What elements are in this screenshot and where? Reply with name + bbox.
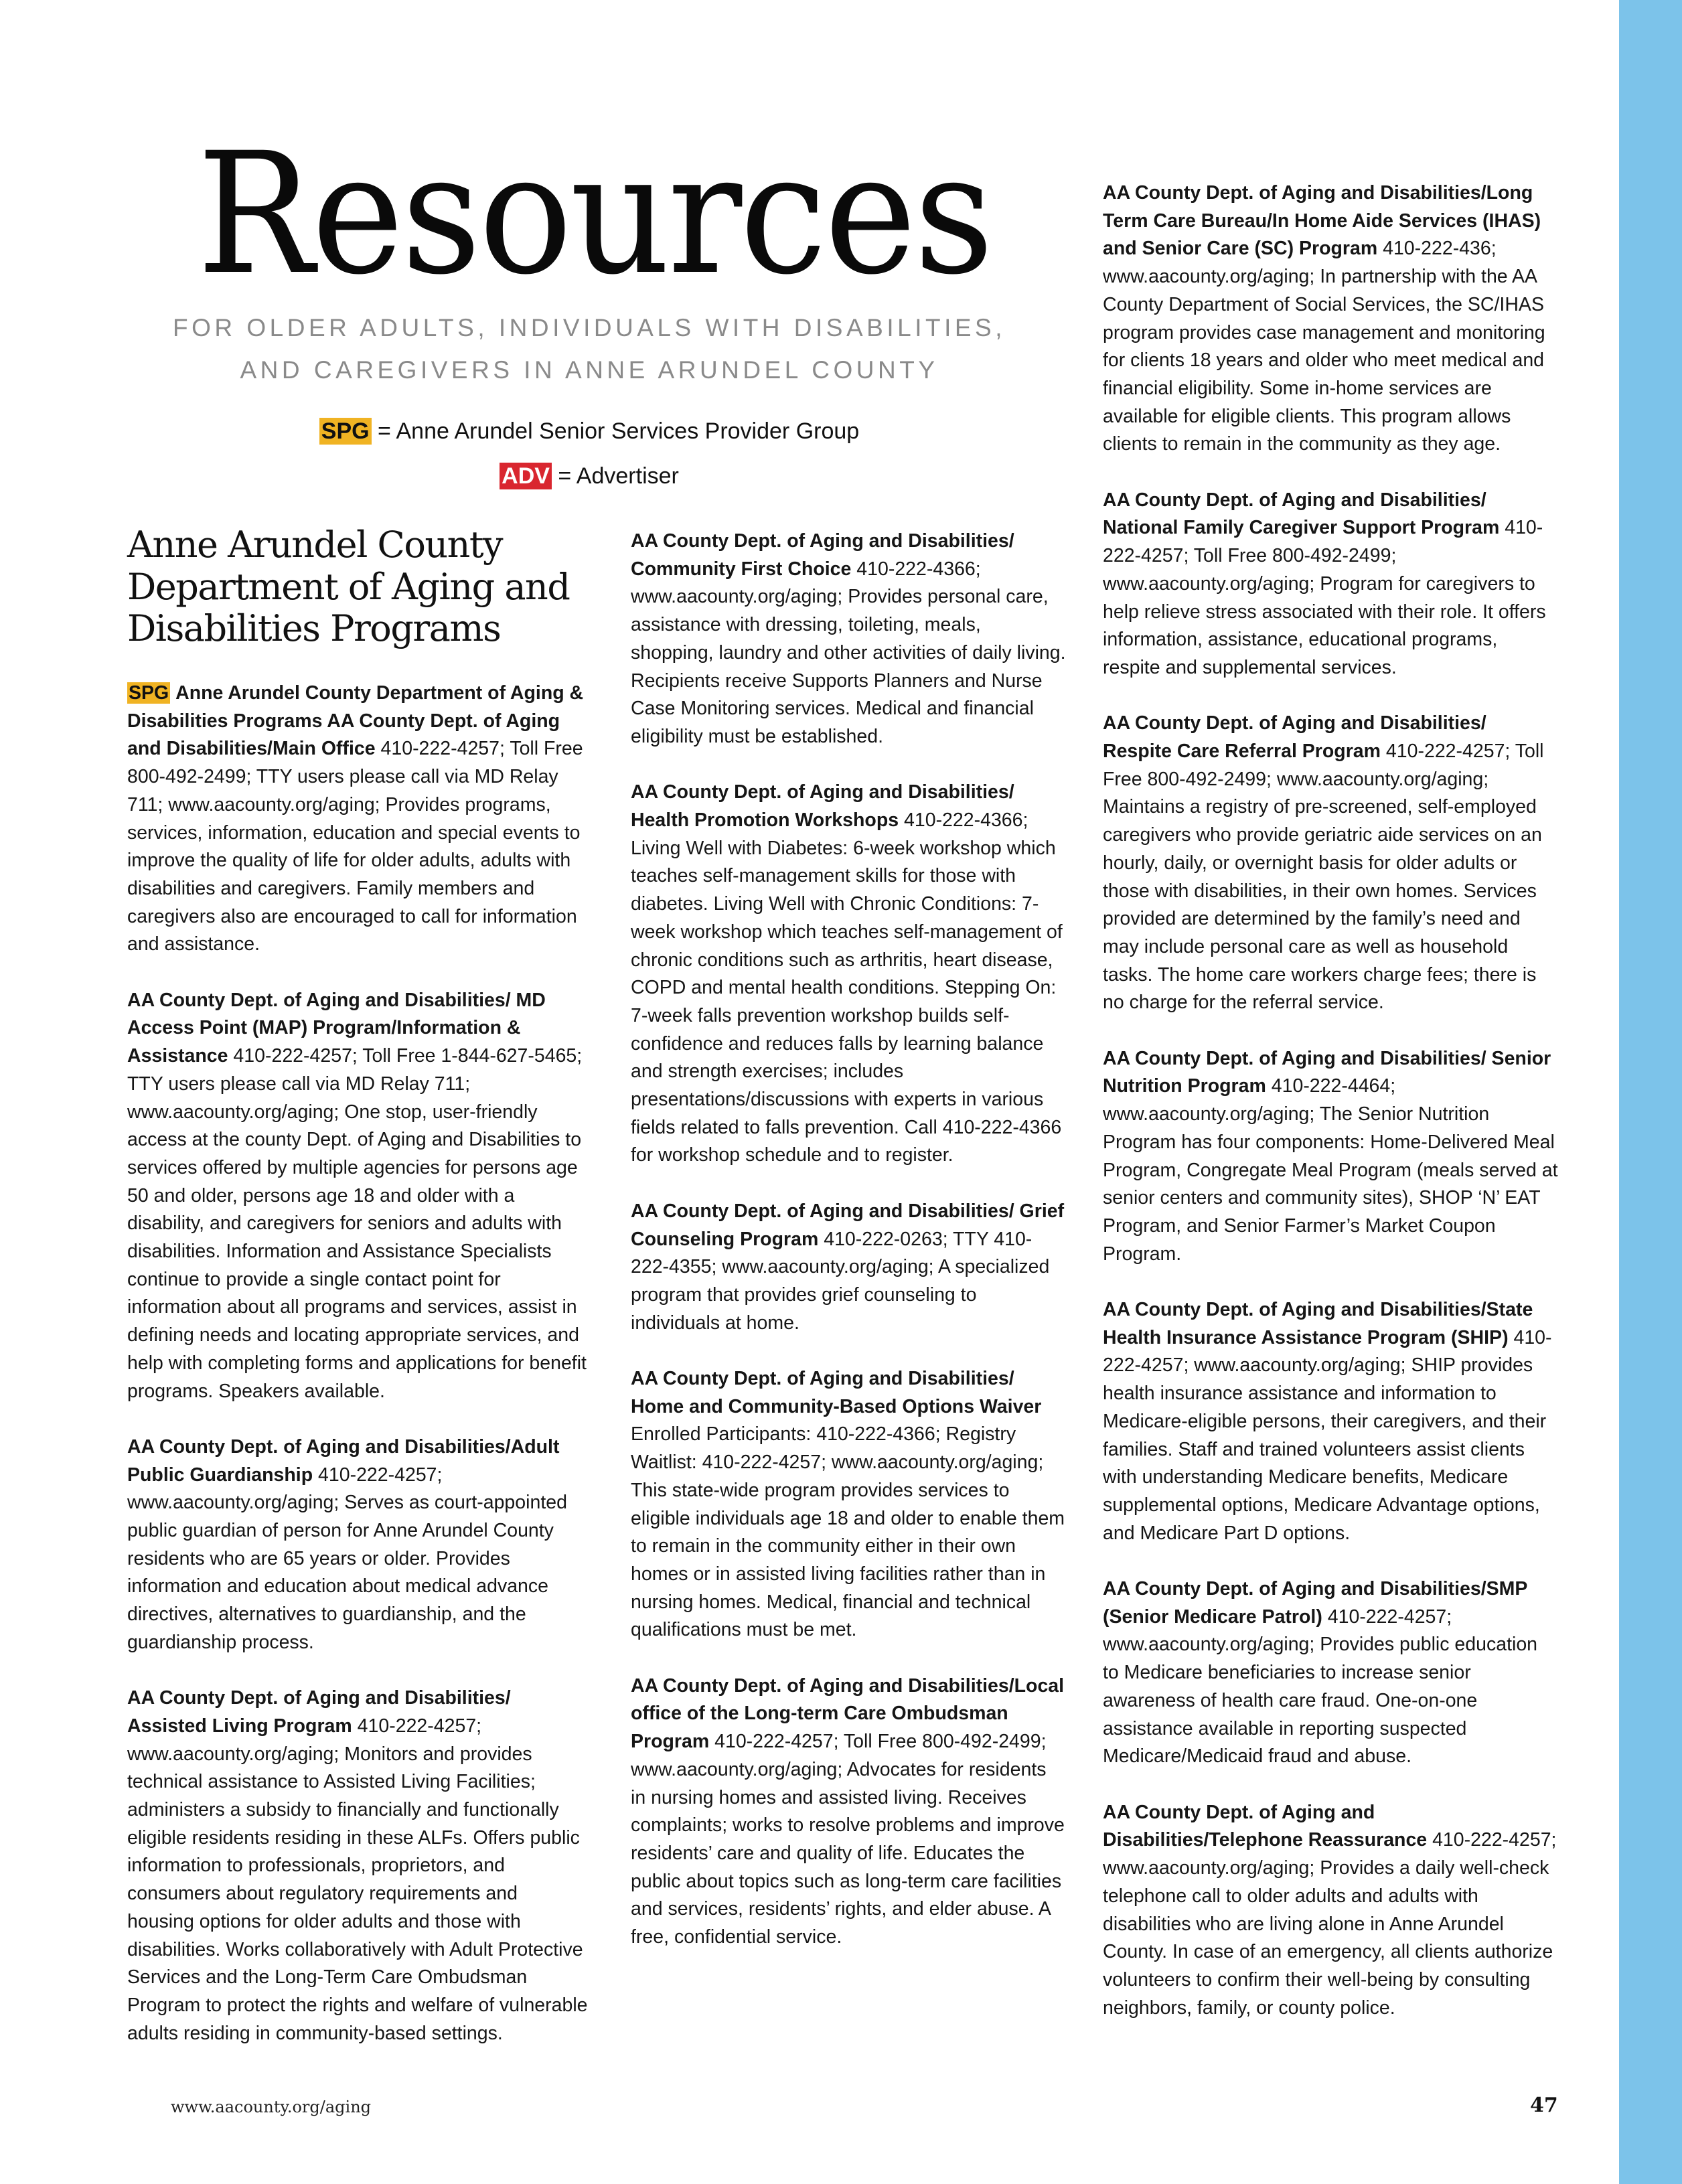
resource-details: Enrolled Participants: 410-222-4366; Registry Waitlist: 410-222-4257; www.aacounty.org/aging; This state-wide program provides services to eligible individuals age 18 and older to enable them to remain in the community either in their own homes or in assisted living facilities rather than in nursing homes. Medical, financial and technical qualifications must be met. — [631, 1423, 1065, 1641]
resource-entry — [631, 1198, 1066, 1338]
resource-details: 410-222-4257; Toll Free 1-844-627-5465; TTY users please call via MD Relay 711; www.aacounty.org/aging; One stop, user-friendly access at the county Dept. of Aging and Disabilities to services offered by multiple agencies for persons age 50 and older, persons age 18 and older with a disability, and caregivers for seniors and adults with disabilities. Information and Assistance Specialists continue to provide a single contact point for information about all programs and services, assist in defining needs and locating appropriate services, and help with completing forms and applications for benefit programs. Speakers available. — [127, 1045, 587, 1402]
legend-spg-text: = Anne Arundel Senior Services Provider Group — [371, 418, 860, 444]
resource-entry — [631, 1365, 1066, 1644]
resource-name: AA County Dept. of Aging and Disabilities/Local office of the Long-term Care Ombudsman Program — [631, 1674, 1065, 1753]
resource-details: 410-222-4257; www.aacounty.org/aging; Serves as court-appointed public guardian of person for Anne Arundel County residents who are 65 years or older. Provides information and education about medical advance directives, alternatives to guardianship, and the guardianship process. — [127, 1464, 567, 1653]
resource-name: AA County Dept. of Aging and Disabilities/Long Term Care Bureau/In Home Aide Services (IHAS) and Senior Care (SC) Program — [1103, 182, 1541, 260]
resource-name: AA County Dept. of Aging and Disabilities/ Respite Care Referral Program — [1103, 712, 1486, 763]
column-3 — [1103, 179, 1558, 2050]
footer-url: www.aacounty.org/aging — [171, 2098, 372, 2116]
resource-details: 410-222-4257; www.aacounty.org/aging; SHIP provides health insurance assistance and information to Medicare-eligible persons, their caregivers, and their families. Staff and trained volunteers assist clients with understanding Medicare benefits, Medicare supplemental options, Medicare Advantage options, and Medicare Part D options. — [1103, 1326, 1552, 1544]
resource-details: 410-222-4257; Toll Free 800-492-2499; www.aacounty.org/aging; Program for caregivers to help relieve stress associated with their role. It offers information, assistance, educational programs, respite and supplemental services. — [1103, 517, 1546, 678]
column-1 — [127, 680, 589, 2076]
spg-badge: SPG — [319, 418, 372, 445]
resource-name: AA County Dept. of Aging and Disabilities/ Assisted Living Program — [127, 1687, 511, 1737]
page-number: 47 — [1530, 2094, 1558, 2117]
resource-entry — [1103, 487, 1558, 682]
resource-name: AA County Dept. of Aging and Disabilities/ National Family Caregiver Support Program — [1103, 489, 1500, 539]
resource-entry — [631, 1672, 1066, 1952]
spg-badge: SPG — [129, 682, 169, 704]
resource-name: AA County Dept. of Aging and Disabilities/ Senior Nutrition Program — [1103, 1047, 1551, 1097]
resource-entry — [127, 680, 589, 959]
resource-name: AA County Dept. of Aging and Disabilities/ Community First Choice — [631, 530, 1014, 580]
resource-details: 410-222-0263; TTY 410-222-4355; www.aacounty.org/aging; A specialized program that provides grief counseling to individuals at home. — [631, 1228, 1050, 1334]
resource-details: 410-222-4257; www.aacounty.org/aging; Monitors and provides technical assistance to Assisted Living Facilities; administers a subsidy to financially and functionally eligible residents residing in these ALFs. Offers public information to professionals, proprietors, and consumers about regulatory requirements and housing options for older adults and those with disabilities. Works collaboratively with Adult Protective Services and the Long-Term Care Ombudsman Program to protect the rights and welfare of vulnerable adults residing in community-based settings. — [127, 1715, 588, 2044]
resource-entry — [1103, 1575, 1558, 1771]
resource-name: AA County Dept. of Aging and Disabilities/State Health Insurance Assistance Program (SHIP) — [1103, 1299, 1533, 1348]
resource-entry — [127, 1685, 589, 2047]
resource-entry — [1103, 1045, 1558, 1269]
resource-name: AA County Dept. of Aging and Disabilities/ Home and Community-Based Options Waiver — [631, 1368, 1042, 1417]
legend-adv — [154, 461, 1024, 491]
resource-entry — [631, 779, 1066, 1170]
resource-details: 410-222-4257; Toll Free 800-492-2499; www.aacounty.org/aging; Maintains a registry of pre-screened, self-employed caregivers who provide geriatric aide services on an hourly, daily, or overnight basis for older adults or those with disabilities, in their own homes. Services provided are determined by the family’s need and may include personal care as well as household tasks. The home care workers charge fees; there is no charge for the referral service. — [1103, 740, 1544, 1014]
resource-name: AA County Dept. of Aging and Disabilities/ Grief Counseling Program — [631, 1200, 1065, 1250]
resource-details: 410-222-4366; www.aacounty.org/aging; Provides personal care, assistance with dressing, toileting, meals, shopping, laundry and other activities of daily living. Recipients receive Supports Planners and Nurse Case Monitoring services. Medical and financial eligibility must be established. — [631, 558, 1066, 747]
resource-entry — [1103, 1296, 1558, 1547]
resource-name: Anne Arundel County Department of Aging & Disabilities Programs AA County Dept. of Aging and Disabilities/Main Office — [127, 682, 584, 760]
section-heading: Anne Arundel County Department of Aging and Disabilities Programs — [127, 524, 570, 649]
resource-entry — [1103, 179, 1558, 459]
resource-details: 410-222-4257; Toll Free 800-492-2499; www.aacounty.org/aging; Advocates for residents in nursing homes and assisted living. Receives complaints; works to resolve problems and improve residents’ care and quality of life. Educates the public about topics such as long-term care facilities and services, residents’ rights, and elder abuse. A free, confidential service. — [631, 1731, 1065, 1948]
resource-name: AA County Dept. of Aging and Disabilities/Adult Public Guardianship — [127, 1435, 560, 1486]
resource-details: 410-222-4366; Living Well with Diabetes: 6-week workshop which teaches self-management skills for those with diabetes. Living Well with Chronic Conditions: 7-week workshop which teaches self-management of chronic conditions such as arthritis, heart disease, COPD and mental health conditions. Stepping On: 7-week falls prevention workshop builds self-confidence and reduces falls by learning balance and strength exercises; includes presentations/discussions with experts in various fields related to falls prevention. Call 410-222-4366 for workshop schedule and to register. — [631, 809, 1063, 1166]
resource-entry — [631, 528, 1066, 751]
resource-name: AA County Dept. of Aging and Disabilities/ Health Promotion Workshops — [631, 781, 1014, 832]
resource-details: 410-222-4257; www.aacounty.org/aging; Provides public education to Medicare beneficiaries to increase senior awareness of health care fraud. One-on-one assistance available in reporting suspected Medicare/Medicaid fraud and abuse. — [1103, 1606, 1538, 1768]
resource-entry — [1103, 1799, 1558, 2023]
resource-details: 410-222-4257; Toll Free 800-492-2499; TTY users please call via MD Relay 711; www.aacounty.org/aging; Provides programs, services, information, education and special events to improve the quality of life for older adults, adults with disabilities and caregivers. Family members and caregivers also are encouraged to call for information and assistance. — [127, 738, 583, 955]
column-2 — [631, 528, 1066, 1979]
resource-details: 410-222-4257; www.aacounty.org/aging; Provides a daily well-check telephone call to older adults and adults with disabilities who are living alone in Anne Arundel County. In case of an emergency, all clients authorize volunteers to confirm their well-being by consulting neighbors, family, or county police. — [1103, 1829, 1557, 2019]
resource-details: 410-222-4464; www.aacounty.org/aging; The Senior Nutrition Program has four components: Home-Delivered Meal Program, Congregate Meal Program (meals served at senior centers and community sites), SHOP ‘N’ EAT Program, and Senior Farmer’s Market Coupon Program. — [1103, 1075, 1558, 1265]
resource-name: AA County Dept. of Aging and Disabilities/SMP (Senior Medicare Patrol) — [1103, 1578, 1527, 1628]
resource-entry — [1103, 710, 1558, 1017]
resource-entry — [127, 1433, 589, 1657]
legend-adv-text: = Advertiser — [551, 463, 679, 489]
page-subtitle-line-1: FOR OLDER ADULTS, INDIVIDUALS WITH DISABILITIES, — [173, 314, 1006, 341]
resource-name: AA County Dept. of Aging and Disabilities/ MD Access Point (MAP) Program/Information & Assistance — [127, 989, 546, 1067]
adv-badge: ADV — [500, 463, 552, 489]
side-accent-stripe — [1619, 0, 1682, 2184]
page-subtitle-line-2: AND CAREGIVERS IN ANNE ARUNDEL COUNTY — [240, 356, 939, 384]
page-title: Resources — [197, 116, 992, 311]
resource-details: 410-222-436; www.aacounty.org/aging; In partnership with the AA County Department of Social Services, the SC/IHAS program provides case management and monitoring for clients 18 years and older who meet medical and financial eligibility. Some in-home services are available for eligible clients. This program allows clients to remain in the community as they age. — [1103, 238, 1545, 455]
resource-name: AA County Dept. of Aging and Disabilities/Telephone Reassurance — [1103, 1801, 1428, 1851]
legend-spg — [154, 416, 1024, 446]
resource-entry — [127, 987, 589, 1406]
